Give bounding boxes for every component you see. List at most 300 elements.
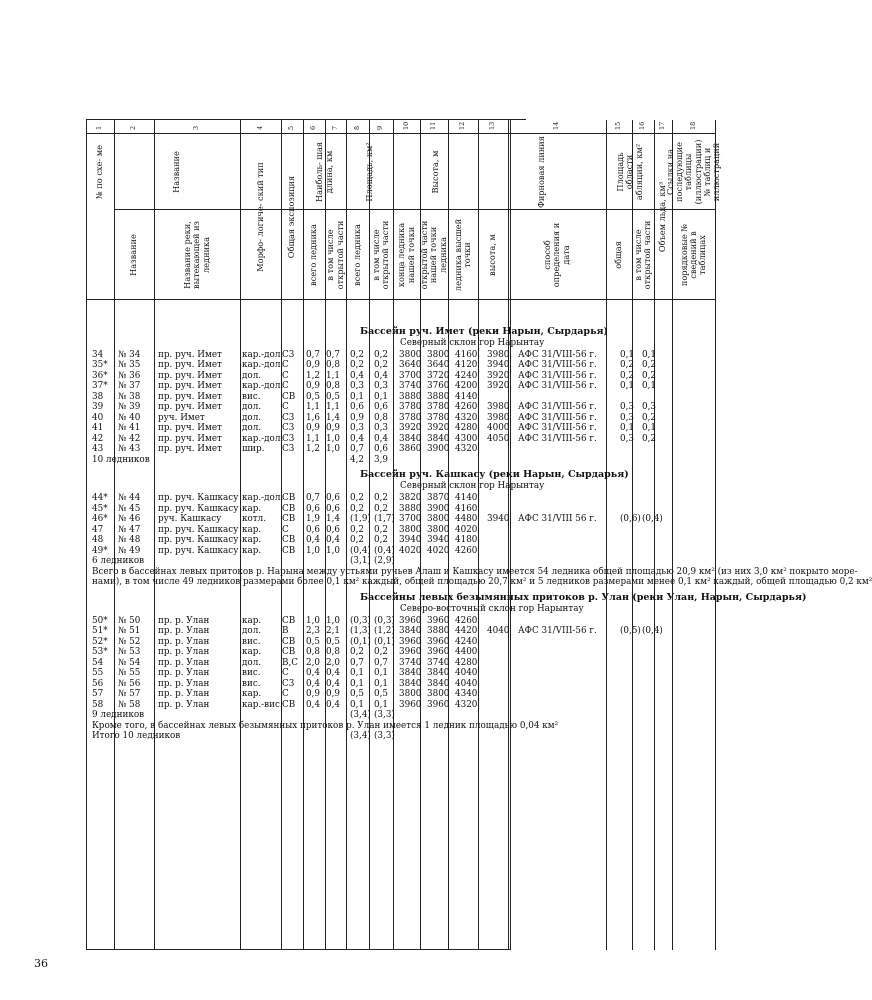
cell-len_open: 1,0	[326, 444, 340, 455]
cell-len_open: 1,4	[326, 413, 340, 423]
header-cell-c1	[86, 134, 114, 210]
cell-area_open: 0,3	[374, 423, 388, 434]
cell-len: 0,9	[306, 689, 320, 700]
cell-exp: С	[282, 525, 289, 535]
header-rule-1	[86, 119, 526, 120]
cell-no: 56	[92, 679, 104, 689]
cell-morph: кар.-дол.	[242, 350, 284, 360]
cell-h_top: 4040	[455, 679, 478, 689]
cell-river: пр. руч. Кашкасу	[158, 546, 239, 556]
cell-no: 40	[92, 413, 104, 423]
cell-river: руч. Имет	[158, 413, 205, 423]
cell-h_top: 4200	[455, 381, 478, 392]
cell-h_open: 3780	[427, 402, 450, 413]
cell-exp: СВ	[282, 504, 296, 514]
cell-abl: 0,1	[620, 350, 634, 360]
cell-river: пр. р. Улан	[158, 668, 210, 679]
column-number: 2	[129, 125, 137, 130]
cell-h_top: 4160	[455, 504, 478, 514]
cell-morph: кар.-вис.	[242, 700, 283, 710]
column-number: 9	[376, 125, 384, 130]
cell-len_open: 1,1	[326, 402, 340, 413]
cell-firn_m: АФС 31/VIII-56 г.	[518, 423, 597, 434]
cell-len: 0,4	[306, 679, 320, 689]
column-number: 4	[255, 125, 264, 130]
cell-no: 51*	[92, 626, 108, 637]
cell-h_open: 3800	[427, 525, 450, 535]
section-note: Кроме того, в бассейнах левых безымянных притоков р. Улан имеется 1 ледник площадью 0,04 км²	[92, 721, 559, 731]
section-title: Бассейн руч. Имет (реки Нарын, Сырдарья)	[360, 326, 609, 337]
section-grand-total-area: (3,4)	[350, 731, 371, 742]
cell-h_top: 4340	[455, 689, 478, 700]
cell-morph: вис.	[242, 637, 261, 647]
column-number: 16	[638, 121, 646, 130]
cell-len_open: 2,1	[326, 626, 340, 637]
section-total-label: 9 ледников	[92, 710, 145, 721]
page-number: 36	[34, 957, 48, 970]
cell-len_open: 0,6	[326, 525, 340, 535]
cell-abl: (0,6)	[620, 514, 641, 525]
cell-firn_m: АФС 31/VIII-56 г.	[518, 371, 597, 381]
cell-firn_h: 4040	[487, 626, 510, 637]
cell-area_open: 0,2	[374, 647, 388, 658]
header-label-name_group: Название	[171, 151, 182, 193]
column-number: 1	[95, 125, 103, 130]
cell-exp: СВ	[282, 616, 296, 626]
cell-morph: кар.-дол.	[242, 381, 284, 392]
cell-h_end: 3800	[399, 689, 422, 700]
cell-firn_h: 3920	[487, 371, 510, 381]
header-cell-c15	[606, 210, 632, 300]
cell-len_open: 0,8	[326, 360, 340, 371]
cell-no: 36*	[92, 371, 108, 381]
cell-firn_m: АФС 31/VIII-56 г.	[518, 626, 597, 637]
column-number: 7	[330, 125, 339, 130]
cell-morph: шир.	[242, 444, 265, 455]
header-label-c4: Морфо- логиче- ский тип	[254, 162, 265, 272]
cell-len: 0,4	[306, 668, 320, 679]
cell-river: пр. р. Улан	[158, 658, 210, 668]
header-label-c1: № по схе- ме	[94, 145, 105, 199]
cell-morph: дол.	[242, 413, 262, 423]
cell-river: пр. руч. Кашкасу	[158, 535, 239, 546]
cell-len: 2,0	[306, 658, 320, 668]
cell-h_top: 4260	[455, 546, 478, 556]
cell-name: № 50	[118, 616, 141, 626]
cell-exp: С	[282, 360, 289, 371]
cell-area: 0,2	[350, 504, 364, 514]
cell-abl_open: 0,2	[642, 413, 656, 423]
column-number: 14	[552, 121, 560, 130]
section-title: Бассейны левых безымянных притоков р. Улан (реки Улан, Нарын, Сырдарья)	[360, 592, 807, 603]
cell-morph: кар.	[242, 535, 262, 546]
cell-h_end: 3840	[399, 434, 422, 444]
cell-no: 57	[92, 689, 104, 700]
cell-name: № 43	[118, 444, 141, 455]
cell-firn_h: 3940	[487, 514, 510, 525]
cell-len: 1,2	[306, 444, 320, 455]
cell-name: № 55	[118, 668, 141, 679]
cell-no: 48	[92, 535, 104, 546]
cell-len_open: 0,5	[326, 392, 340, 402]
cell-abl_open: 0,1	[642, 381, 656, 392]
header-cell-c9	[369, 210, 393, 300]
cell-river: пр. р. Улан	[158, 689, 210, 700]
cell-len_open: 1,1	[326, 371, 340, 381]
cell-len: 0,8	[306, 647, 320, 658]
cell-no: 54	[92, 658, 104, 668]
cell-area: 0,2	[350, 350, 364, 360]
cell-h_open: 4020	[427, 546, 450, 556]
cell-name: № 45	[118, 504, 141, 514]
cell-firn_m: АФС 31/VIII-56 г.	[518, 434, 597, 444]
cell-exp: СВ	[282, 637, 296, 647]
cell-name: № 56	[118, 679, 141, 689]
cell-firn_m: АФС 31/VIII-56 г.	[518, 381, 597, 392]
cell-river: руч. Кашкасу	[158, 514, 222, 525]
cell-exp: С	[282, 381, 289, 392]
header-cell-firn_group	[478, 134, 606, 210]
header-cell-c3	[154, 210, 240, 300]
cell-exp: В	[282, 626, 289, 637]
cell-area: 0,2	[350, 647, 364, 658]
header-column-rule	[715, 120, 716, 950]
cell-area_open: 0,7	[374, 658, 388, 668]
cell-area: (0,3)	[350, 616, 371, 626]
cell-h_end: 3880	[399, 392, 422, 402]
cell-h_open: 3800	[427, 350, 450, 360]
cell-exp: В,С	[282, 658, 298, 668]
cell-abl: (0,5)	[620, 626, 641, 637]
cell-firn_h: 3980	[487, 350, 510, 360]
section-subtitle: Северный склон гор Нарынтау	[400, 338, 545, 348]
cell-area: 0,2	[350, 535, 364, 546]
cell-area: 0,6	[350, 402, 364, 413]
column-number: 10	[401, 121, 410, 130]
cell-len_open: 0,4	[326, 679, 340, 689]
cell-abl: 0,3	[620, 402, 634, 413]
cell-h_end: 3740	[399, 658, 422, 668]
cell-len: 1,6	[306, 413, 320, 423]
cell-no: 44*	[92, 493, 108, 504]
cell-h_top: 4260	[455, 616, 478, 626]
cell-h_end: 3960	[399, 700, 422, 710]
cell-morph: кар.	[242, 616, 262, 626]
cell-area: (0,1)	[350, 637, 371, 647]
cell-h_end: 3800	[399, 525, 422, 535]
cell-h_end: 3960	[399, 647, 422, 658]
cell-river: пр. руч. Имет	[158, 402, 222, 413]
cell-h_top: 4320	[455, 444, 478, 455]
cell-name: № 39	[118, 402, 141, 413]
cell-no: 49*	[92, 546, 108, 556]
cell-name: № 58	[118, 700, 141, 710]
cell-h_open: 3740	[427, 658, 450, 668]
cell-morph: дол.	[242, 371, 262, 381]
cell-len_open: 0,9	[326, 689, 340, 700]
cell-firn_m: АФС 31/VIII-56 г.	[518, 413, 597, 423]
cell-exp: СВ	[282, 647, 296, 658]
cell-area: 0,5	[350, 689, 364, 700]
cell-h_end: 4020	[399, 546, 422, 556]
cell-area_open: (0,1)	[374, 637, 395, 647]
cell-h_open: 3880	[427, 392, 450, 402]
cell-h_top: 4160	[455, 350, 478, 360]
cell-firn_m: АФС 31/VIII-56 г.	[518, 402, 597, 413]
cell-h_end: 3840	[399, 626, 422, 637]
column-number: 17	[658, 121, 666, 130]
cell-h_end: 3860	[399, 444, 422, 455]
cell-no: 37*	[92, 381, 108, 392]
cell-morph: дол.	[242, 402, 262, 413]
cell-name: № 37	[118, 381, 141, 392]
cell-name: № 38	[118, 392, 141, 402]
cell-h_open: 3960	[427, 700, 450, 710]
cell-morph: кар.	[242, 546, 262, 556]
cell-area_open: (1,7)	[374, 514, 395, 525]
cell-h_end: 3780	[399, 402, 422, 413]
cell-area_open: 0,2	[374, 504, 388, 514]
section-subtitle: Северо-восточный склон гор Нарынтау	[400, 604, 584, 614]
cell-h_open: 3870	[427, 493, 450, 504]
header-cell-abl_group	[606, 134, 654, 210]
cell-no: 35*	[92, 360, 108, 371]
cell-h_top: 4120	[455, 360, 478, 371]
header-cell-len_group	[303, 134, 346, 210]
section-total-area-open: 3,9	[374, 455, 388, 465]
header-rule-2	[86, 949, 510, 950]
header-label-c9: в том числе открытой части	[370, 220, 390, 290]
cell-h_top: 4140	[455, 493, 478, 504]
cell-morph: дол.	[242, 626, 262, 637]
column-number: 12	[458, 121, 466, 130]
cell-len: 0,5	[306, 392, 320, 402]
header-label-height_group: Высота, м	[429, 150, 440, 194]
header-label-c18: порядковые № сведений в таблицах	[678, 223, 708, 287]
header-cell-c5	[281, 134, 303, 300]
section-total-area-open: (2,9)	[374, 556, 395, 567]
cell-len_open: 1,0	[326, 616, 340, 626]
cell-h_top: 4260	[455, 402, 478, 413]
cell-area_open: 0,6	[374, 402, 388, 413]
cell-len: 0,6	[306, 525, 320, 535]
cell-len: 1,0	[306, 546, 320, 556]
cell-h_open: 3840	[427, 434, 450, 444]
cell-h_end: 3780	[399, 413, 422, 423]
cell-h_end: 3840	[399, 668, 422, 679]
cell-river: пр. р. Улан	[158, 616, 210, 626]
cell-exp: СВ	[282, 514, 296, 525]
cell-abl: 0,1	[620, 423, 634, 434]
cell-h_end: 3700	[399, 371, 422, 381]
cell-exp: С3	[282, 679, 295, 689]
cell-no: 47	[92, 525, 104, 535]
cell-h_end: 3740	[399, 381, 422, 392]
cell-river: пр. руч. Имет	[158, 371, 222, 381]
cell-area_open: 0,2	[374, 493, 388, 504]
column-number: 18	[688, 121, 697, 130]
header-column-rule	[86, 120, 87, 950]
cell-no: 42	[92, 434, 104, 444]
cell-area_open: 0,2	[374, 535, 388, 546]
cell-river: пр. руч. Имет	[158, 444, 222, 455]
cell-river: пр. руч. Имет	[158, 350, 222, 360]
cell-morph: вис.	[242, 392, 261, 402]
cell-len: 0,9	[306, 381, 320, 392]
cell-name: № 35	[118, 360, 141, 371]
header-cell-name_group	[114, 134, 240, 210]
cell-h_top: 4420	[455, 626, 478, 637]
cell-name: № 46	[118, 514, 141, 525]
cell-exp: С	[282, 371, 289, 381]
cell-h_top: 4400	[455, 647, 478, 658]
cell-no: 58	[92, 700, 104, 710]
header-cell-c7	[325, 210, 346, 300]
cell-exp: СВ	[282, 392, 296, 402]
cell-len_open: 1,0	[326, 546, 340, 556]
cell-area_open: 0,4	[374, 434, 388, 444]
cell-morph: котл.	[242, 514, 267, 525]
header-cell-c14	[508, 210, 606, 300]
cell-morph: кар.-дол.	[242, 434, 284, 444]
cell-len: 1,1	[306, 402, 320, 413]
cell-name: № 52	[118, 637, 141, 647]
cell-len: 2,3	[306, 626, 320, 637]
cell-h_open: 3960	[427, 647, 450, 658]
header-cell-ref_group	[664, 134, 721, 210]
cell-firn_h: 4000	[487, 423, 510, 434]
cell-len: 0,9	[306, 360, 320, 371]
cell-area_open: (0,3)	[374, 616, 395, 626]
cell-firn_m: АФС 31/VIII-56 г.	[518, 360, 597, 371]
column-number: 11	[429, 121, 437, 130]
cell-river: пр. руч. Имет	[158, 392, 222, 402]
cell-h_end: 3920	[399, 423, 422, 434]
cell-river: пр. р. Улан	[158, 679, 210, 689]
cell-h_end: 3960	[399, 616, 422, 626]
cell-morph: кар.	[242, 525, 262, 535]
cell-area: 0,1	[350, 392, 364, 402]
cell-name: № 42	[118, 434, 141, 444]
cell-abl_open: 0,2	[642, 360, 656, 371]
cell-len: 1,1	[306, 434, 320, 444]
cell-len: 0,5	[306, 637, 320, 647]
cell-area: 0,1	[350, 668, 364, 679]
header-cell-area_group	[346, 134, 393, 210]
cell-area: 0,2	[350, 525, 364, 535]
cell-area_open: 0,1	[374, 392, 388, 402]
column-number: 15	[614, 121, 622, 130]
cell-len_open: 2,0	[326, 658, 340, 668]
cell-name: № 36	[118, 371, 141, 381]
cell-area_open: 0,1	[374, 679, 388, 689]
header-cell-c8	[346, 210, 369, 300]
cell-area_open: 0,5	[374, 689, 388, 700]
cell-h_top: 4280	[455, 423, 478, 434]
cell-area: 0,4	[350, 371, 364, 381]
cell-morph: вис.	[242, 679, 261, 689]
cell-h_end: 3940	[399, 535, 422, 546]
cell-morph: дол.	[242, 423, 262, 434]
cell-area: (1,3)	[350, 626, 371, 637]
cell-h_top: 4300	[455, 434, 478, 444]
cell-h_open: 3960	[427, 637, 450, 647]
cell-h_end: 3880	[399, 504, 422, 514]
section-total-area: (3,4)	[350, 710, 371, 721]
cell-len_open: 1,4	[326, 514, 340, 525]
cell-len_open: 0,6	[326, 504, 340, 514]
cell-h_top: 4240	[455, 637, 478, 647]
cell-abl: 0,1	[620, 381, 634, 392]
section-note: Всего в бассейнах левых притоков р. Нарына между устьями ручьев Алаш и Кашкасу имеется 54 ледника общей площадью 20,9 км² (из них 3,0 км² покрыто море-	[92, 567, 858, 577]
cell-h_end: 3840	[399, 679, 422, 689]
cell-area: 0,9	[350, 413, 364, 423]
cell-h_open: 3720	[427, 371, 450, 381]
header-label-c12: ледника высшей точки	[452, 218, 472, 292]
cell-morph: кар.	[242, 689, 262, 700]
cell-river: пр. р. Улан	[158, 700, 210, 710]
header-label-len_group: Наиболь- шая длина, км	[314, 141, 334, 203]
cell-morph: кар.	[242, 504, 262, 514]
cell-name: № 51	[118, 626, 141, 637]
cell-len_open: 0,9	[326, 423, 340, 434]
cell-area_open: 0,3	[374, 381, 388, 392]
header-label-area_group: Площадь, км²	[363, 142, 374, 202]
cell-area_open: 0,1	[374, 700, 388, 710]
cell-abl: 0,3	[620, 434, 634, 444]
header-label-c6: всего ледника	[308, 224, 319, 286]
cell-h_open: 3920	[427, 423, 450, 434]
cell-len_open: 0,4	[326, 700, 340, 710]
cell-len: 0,9	[306, 423, 320, 434]
cell-area: (0,4)	[350, 546, 371, 556]
cell-abl_open: 0,2	[642, 434, 656, 444]
column-number: 8	[352, 125, 361, 130]
cell-area: 0,1	[350, 700, 364, 710]
section-total-area: 4,2	[350, 455, 364, 465]
header-label-c8: всего ледника	[351, 224, 362, 286]
cell-exp: СВ	[282, 493, 296, 504]
cell-name: № 57	[118, 689, 141, 700]
header-cell-height_group	[393, 134, 478, 210]
cell-len_open: 0,4	[326, 535, 340, 546]
cell-abl_open: 0,2	[642, 371, 656, 381]
cell-h_open: 3840	[427, 668, 450, 679]
cell-h_top: 4180	[455, 535, 478, 546]
cell-len: 0,4	[306, 535, 320, 546]
cell-area_open: (0,4)	[374, 546, 395, 556]
cell-area: 0,7	[350, 444, 364, 455]
cell-no: 46*	[92, 514, 108, 525]
cell-name: № 48	[118, 535, 141, 546]
cell-no: 52*	[92, 637, 108, 647]
header-cell-c16	[632, 210, 654, 300]
cell-no: 39	[92, 402, 104, 413]
cell-river: пр. руч. Кашкасу	[158, 525, 239, 535]
cell-len_open: 0,7	[326, 350, 340, 360]
cell-area_open: 0,2	[374, 350, 388, 360]
cell-h_open: 3840	[427, 679, 450, 689]
cell-len: 1,0	[306, 616, 320, 626]
header-label-c7: в том числе открытой части	[325, 220, 345, 290]
header-cell-c10	[393, 210, 420, 300]
cell-exp: С	[282, 689, 289, 700]
cell-river: пр. руч. Имет	[158, 360, 222, 371]
header-group-rule	[86, 299, 715, 300]
cell-area: 0,7	[350, 658, 364, 668]
cell-name: № 41	[118, 423, 141, 434]
cell-h_open: 3800	[427, 514, 450, 525]
